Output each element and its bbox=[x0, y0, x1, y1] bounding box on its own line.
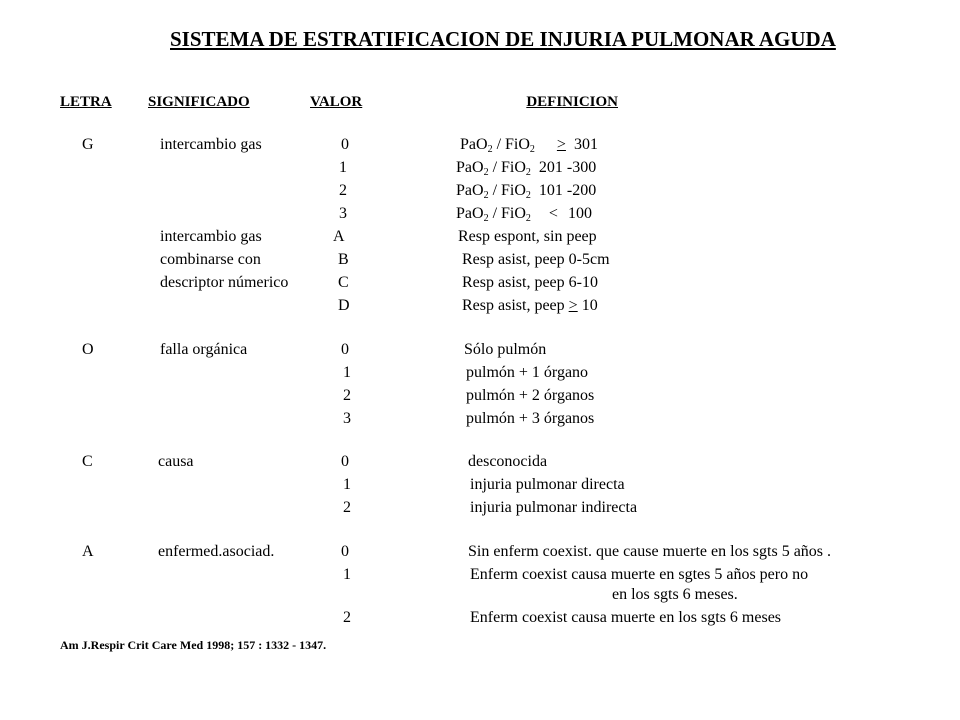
definition-g-a: Resp espont, sin peep bbox=[458, 228, 597, 245]
definition-c-2: injuria pulmonar indirecta bbox=[470, 499, 638, 516]
reference-citation: Am J.Respir Crit Care Med 1998; 157 : 1332 - 1347. bbox=[60, 638, 327, 652]
meaning-g: intercambio gas bbox=[160, 136, 262, 153]
letter-c: C bbox=[82, 453, 93, 470]
meaning-g-2: intercambio gas bbox=[160, 228, 262, 245]
value-o-3: 3 bbox=[343, 410, 351, 427]
value-c-1: 1 bbox=[343, 476, 351, 493]
letter-a: A bbox=[82, 543, 94, 560]
page-title: SISTEMA DE ESTRATIFICACION DE INJURIA PULMONAR AGUDA bbox=[170, 27, 836, 51]
value-g-3: 3 bbox=[339, 205, 347, 222]
letter-o: O bbox=[82, 341, 94, 358]
definition-g-0: PaO$_2$ / FiO$_2$ > 301 bbox=[460, 136, 598, 155]
definition-o-3: pulmón + 3 órganos bbox=[466, 410, 595, 427]
value-g-a: A bbox=[333, 228, 345, 245]
definition-g-2: PaO$_2$ / FiO$_2$ 101 -200 bbox=[456, 182, 597, 201]
value-a-1: 1 bbox=[343, 566, 351, 583]
value-g-1: 1 bbox=[339, 159, 347, 176]
letter-g: G bbox=[82, 136, 94, 153]
definition-g-3: PaO$_2$ / FiO$_2$ < 100 bbox=[456, 205, 592, 224]
definition-g-d: Resp asist, peep > 10 bbox=[462, 297, 598, 314]
value-c-0: 0 bbox=[341, 453, 349, 470]
header-letra: LETRA bbox=[60, 94, 112, 110]
value-g-2: 2 bbox=[339, 182, 347, 199]
value-a-2: 2 bbox=[343, 609, 351, 626]
value-g-b: B bbox=[338, 251, 349, 268]
definition-c-1: injuria pulmonar directa bbox=[470, 476, 625, 493]
meaning-a: enfermed.asociad. bbox=[158, 543, 275, 560]
definition-g-b: Resp asist, peep 0-5cm bbox=[462, 251, 610, 268]
header-valor: VALOR bbox=[310, 94, 363, 110]
value-o-0: 0 bbox=[341, 341, 349, 358]
definition-o-1: pulmón + 1 órgano bbox=[466, 364, 589, 381]
value-g-0: 0 bbox=[341, 136, 349, 153]
meaning-g-3: combinarse con bbox=[160, 251, 261, 268]
definition-g-1: PaO$_2$ / FiO$_2$ 201 -300 bbox=[456, 159, 597, 178]
header-definicion: DEFINICION bbox=[526, 94, 618, 110]
definition-a-2: Enferm coexist causa muerte en los sgts 6 meses bbox=[470, 609, 782, 626]
value-a-0: 0 bbox=[341, 543, 349, 560]
value-g-d: D bbox=[338, 297, 350, 314]
definition-a-0: Sin enferm coexist. que cause muerte en los sgts 5 años . bbox=[468, 543, 832, 560]
meaning-o: falla orgánica bbox=[160, 341, 248, 358]
value-o-2: 2 bbox=[343, 387, 351, 404]
meaning-g-4: descriptor númerico bbox=[160, 274, 289, 291]
value-g-c: C bbox=[338, 274, 349, 291]
definition-o-0: Sólo pulmón bbox=[464, 341, 547, 358]
meaning-c: causa bbox=[158, 453, 194, 470]
header-significado: SIGNIFICADO bbox=[148, 94, 250, 110]
definition-o-2: pulmón + 2 órganos bbox=[466, 387, 595, 404]
definition-a-1-continued: en los sgts 6 meses. bbox=[612, 586, 738, 603]
definition-g-c: Resp asist, peep 6-10 bbox=[462, 274, 598, 291]
value-c-2: 2 bbox=[343, 499, 351, 516]
value-o-1: 1 bbox=[343, 364, 351, 381]
definition-a-1: Enferm coexist causa muerte en sgtes 5 años pero no bbox=[470, 566, 809, 583]
definition-c-0: desconocida bbox=[468, 453, 548, 470]
